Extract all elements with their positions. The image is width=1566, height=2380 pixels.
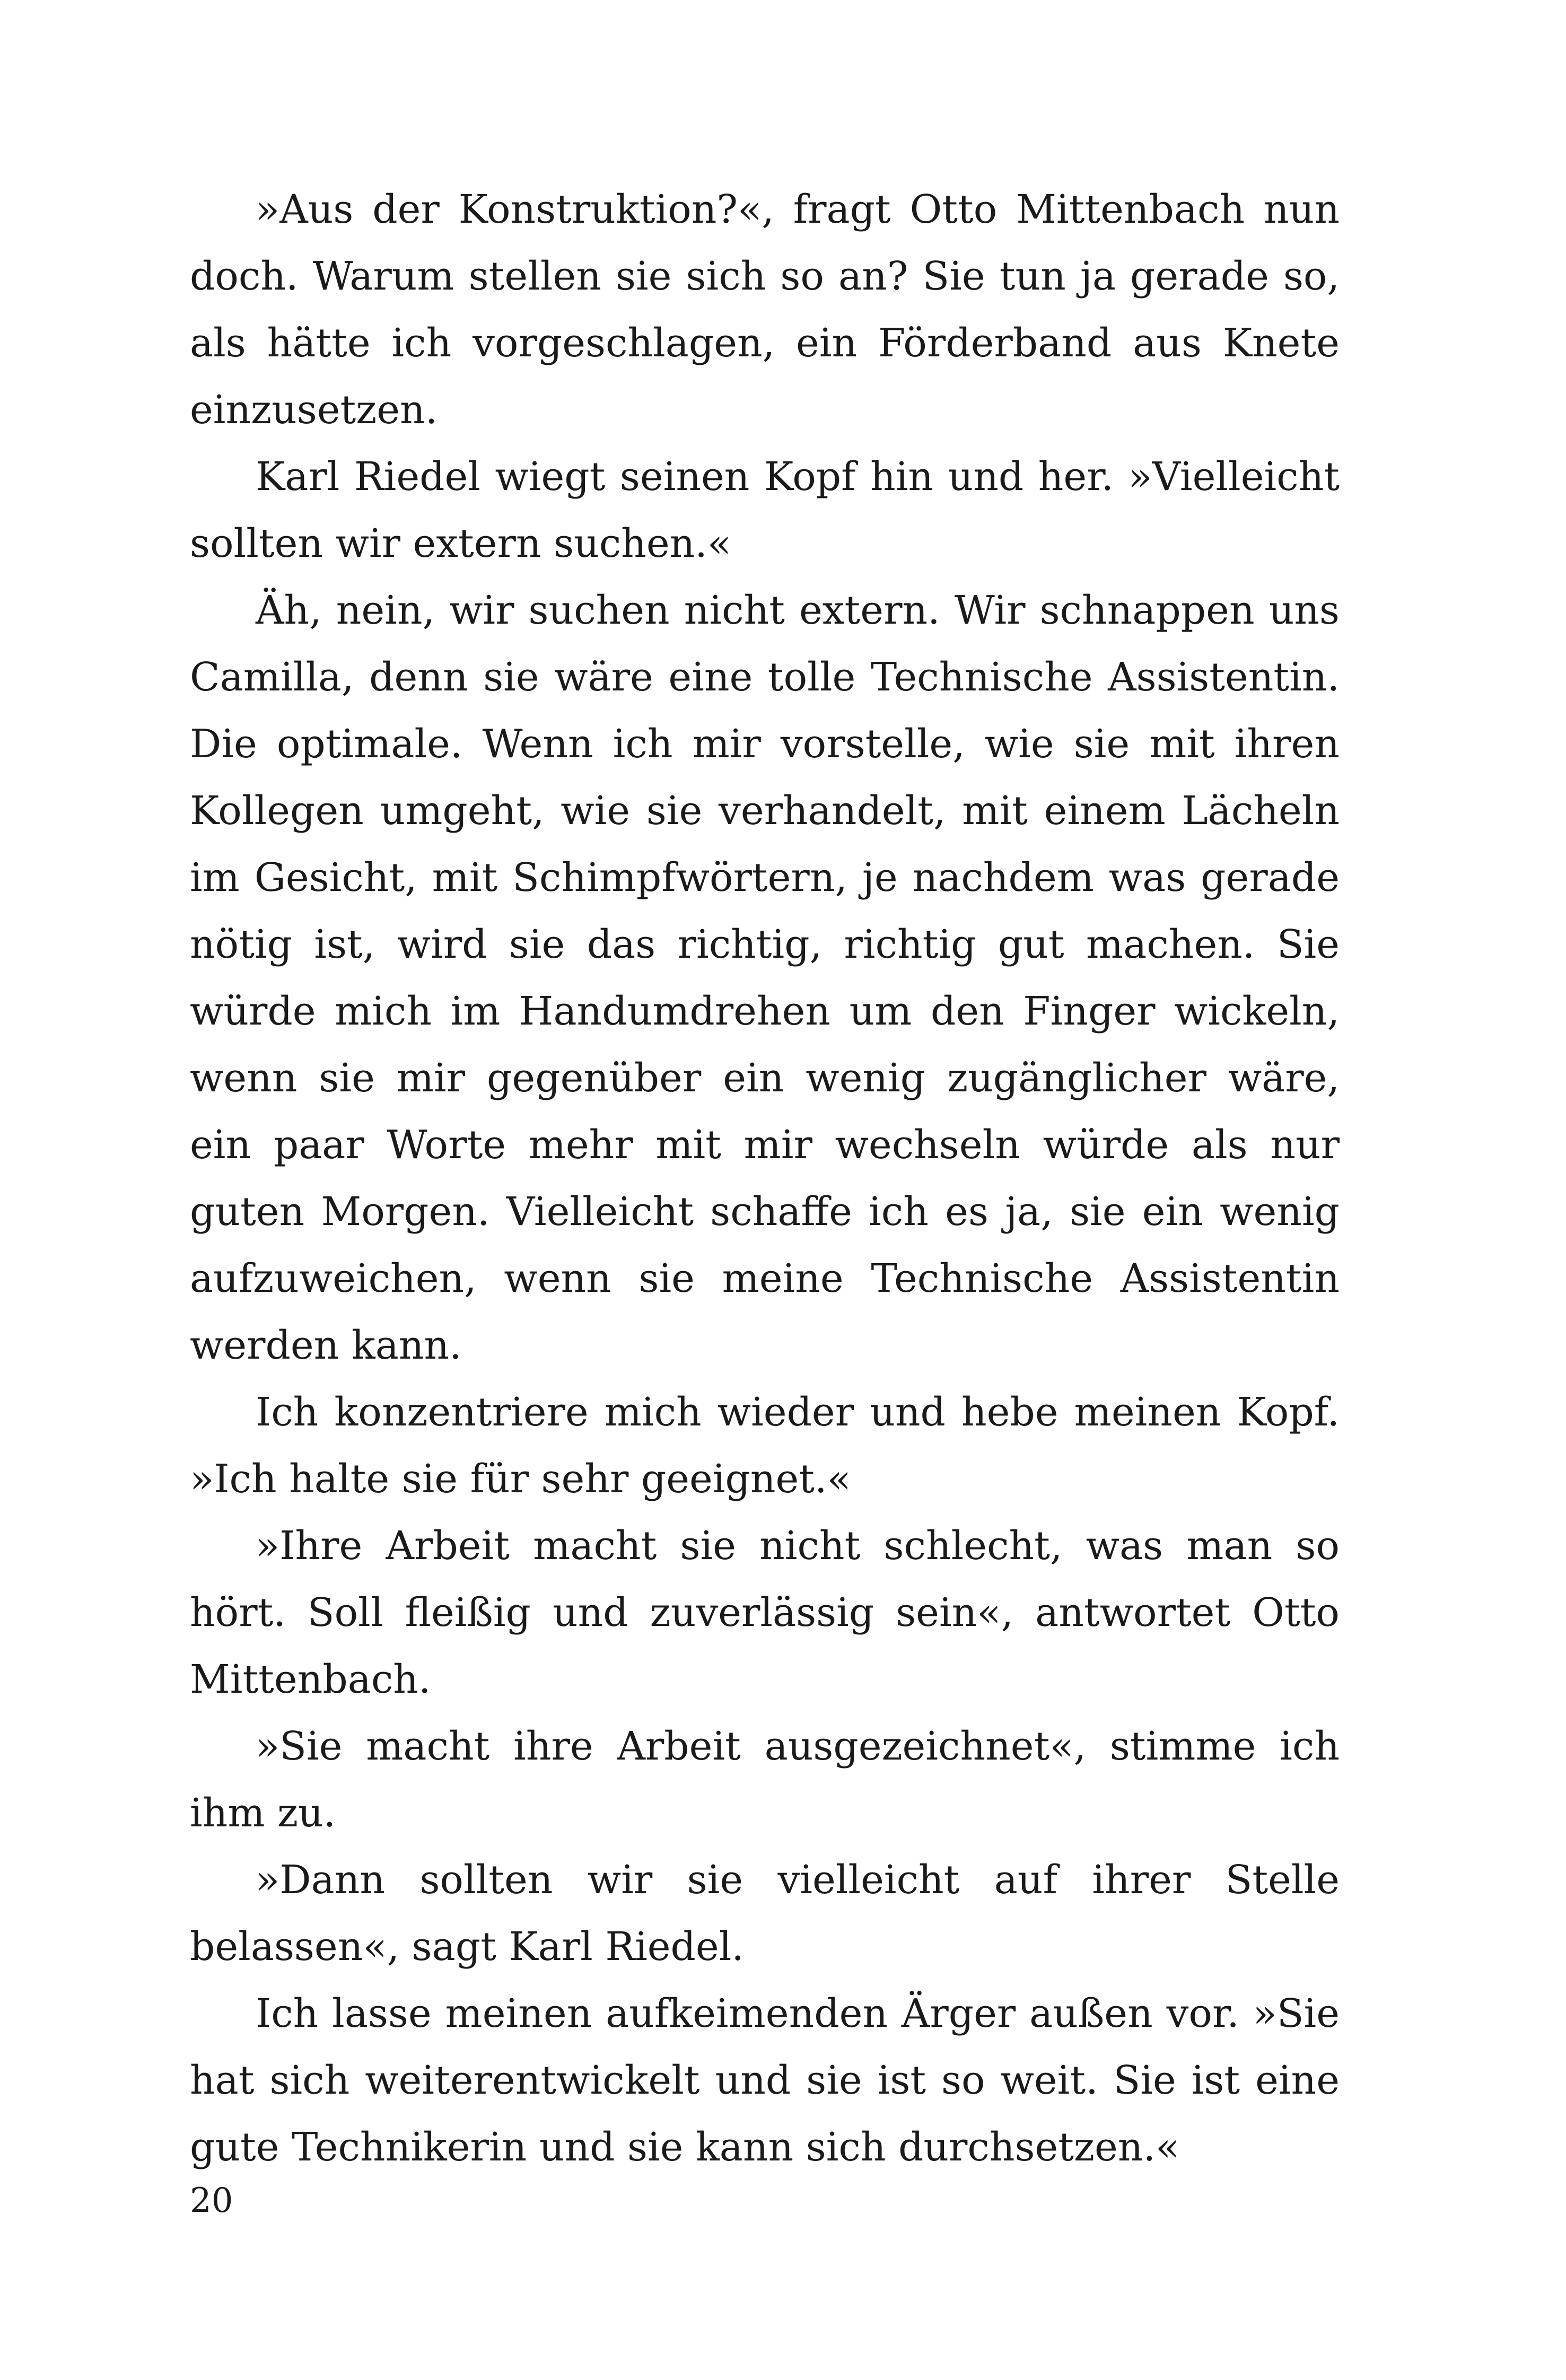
paragraph-7: »Dann sollten wir sie vielleicht auf ihrer Stelle belassen«, sagt Karl Riedel. — [190, 1857, 1340, 1970]
paragraph-6: »Sie macht ihre Arbeit ausgezeichnet«, stimme ich ihm zu. — [190, 1723, 1340, 1836]
paragraph-1: »Aus der Konstruktion?«, fragt Otto Mittenbach nun doch. Warum stellen sie sich so an? Sie tun ja gerade so, als hätte ich vorgeschlagen, ein Förderband aus Knete einzusetzen. — [190, 187, 1340, 433]
paragraph-4: Ich konzentriere mich wieder und hebe meinen Kopf. »Ich halte sie für sehr geeignet.« — [190, 1389, 1340, 1502]
paragraph-5: »Ihre Arbeit macht sie nicht schlecht, was man so hört. Soll fleißig und zuverlässig sein«, antwortet Otto Mittenbach. — [190, 1523, 1340, 1702]
page-number: 20 — [190, 2181, 233, 2220]
paragraph-3: Äh, nein, wir suchen nicht extern. Wir schnappen uns Camilla, denn sie wäre eine tolle Technische Assistentin. Die optimale. Wenn ich mir vorstelle, wie sie mit ihren Kollegen umgeht, wie sie verhandelt, mit einem Lächeln im Gesicht, mit Schimpfwörtern, je nachdem was gerade nötig ist, wird sie das richtig, richtig gut machen. Sie würde mich im Handumdrehen um den Finger wickeln, wenn sie mir gegenüber ein wenig zugänglicher wäre, ein paar Worte mehr mit mir wechseln würde als nur guten Morgen. Vielleicht schaffe ich es ja, sie ein wenig aufzuweichen, wenn sie meine Technische Assistentin werden kann. — [190, 588, 1340, 1368]
paragraph-8: Ich lasse meinen aufkeimenden Ärger außen vor. »Sie hat sich weiterentwickelt und sie ist so weit. Sie ist eine gute Technikerin und sie kann sich durchsetzen.« — [190, 1991, 1340, 2170]
paragraph-2: Karl Riedel wiegt seinen Kopf hin und her. »Vielleicht sollten wir extern suchen.« — [190, 454, 1340, 566]
body-text — [190, 176, 1340, 2181]
